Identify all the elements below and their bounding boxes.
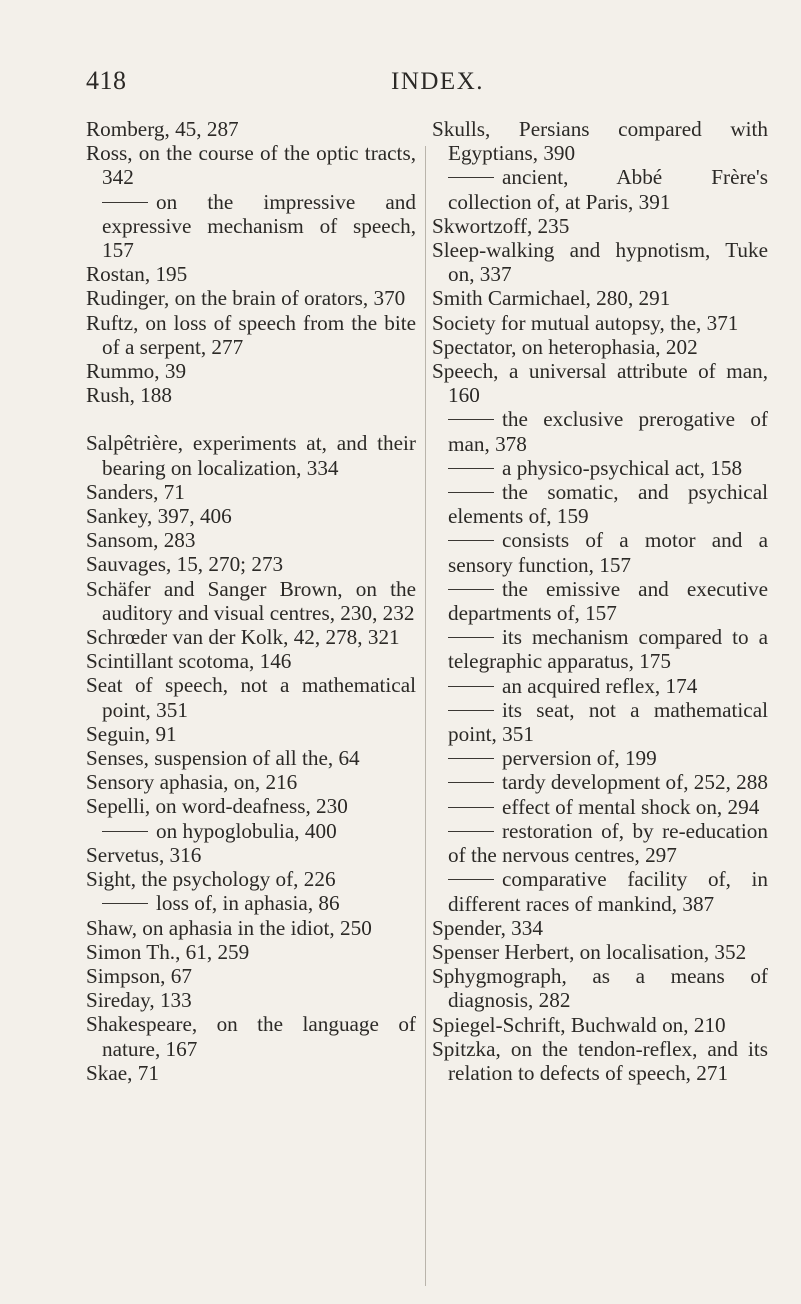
index-entry [86, 383, 416, 407]
entry-text: Romberg, 45, 287 [86, 117, 239, 141]
index-entry [86, 722, 416, 746]
entry-text: perversion of, 199 [502, 746, 657, 771]
index-entry [86, 964, 416, 988]
entry-text: Skulls, Persians compared with Egyptians, 390 [432, 117, 768, 166]
entry-text: Shaw, on aphasia in the idiot, 250 [86, 915, 372, 940]
entry-text: Spiegel-Schrift, Buchwald on, 210 [432, 1012, 726, 1037]
index-entry [86, 141, 416, 189]
entry-text: Sankey, 397, 406 [86, 504, 232, 529]
index-entry [432, 1037, 768, 1085]
index-entry [86, 867, 416, 891]
index-entry [86, 359, 416, 383]
index-entry [86, 988, 416, 1012]
index-entry [86, 1012, 416, 1060]
index-entry [432, 964, 768, 1012]
entry-text: its mechanism compared to a telegraphic apparatus, 175 [448, 625, 768, 674]
index-subentry [432, 165, 768, 213]
entry-text: Rush, 188 [86, 383, 172, 408]
ditto-dash [448, 177, 494, 178]
index-entry [86, 673, 416, 721]
entry-text: ancient, Abbé Frère's collection of, at Paris, 391 [448, 165, 768, 214]
ditto-dash [448, 782, 494, 783]
index-subentry [86, 819, 416, 843]
entry-text: consists of a motor and a sensory function, 157 [448, 528, 768, 577]
index-subentry [432, 577, 768, 625]
entry-text: Sauvages, 15, 270; 273 [86, 552, 284, 577]
entry-text: Simpson, 67 [86, 963, 192, 988]
index-entry [432, 940, 768, 964]
entry-text: Senses, suspension of all the, 64 [86, 746, 360, 771]
entry-text: Schrœder van der Kolk, 42, 278, 321 [86, 625, 400, 650]
entry-text: Schäfer and Sanger Brown, on the auditory and visual centres, 230, 232 [86, 576, 416, 625]
entry-text: loss of, in aphasia, 86 [156, 891, 340, 916]
ditto-dash [448, 879, 494, 880]
index-entry [86, 262, 416, 286]
index-subentry [86, 891, 416, 915]
entry-text: Society for mutual autopsy, the, 371 [432, 310, 739, 335]
entry-text: the emissive and executive departments of, 157 [448, 576, 768, 626]
ditto-dash [448, 540, 494, 541]
index-entry [432, 117, 768, 165]
index-subentry [432, 480, 768, 528]
entry-text: Simon Th., 61, 259 [86, 939, 250, 964]
ditto-dash [448, 758, 494, 759]
entry-text: on hypoglobulia, 400 [156, 818, 337, 843]
index-entry [432, 214, 768, 238]
index-subentry [432, 528, 768, 576]
entry-text: Ross, on the course of the optic tracts, 342 [86, 141, 416, 190]
index-entry [86, 431, 416, 479]
ditto-dash [448, 492, 494, 493]
ditto-dash [448, 686, 494, 687]
index-entry [86, 504, 416, 528]
ditto-dash [102, 903, 148, 904]
index-subentry [432, 770, 768, 794]
index-entry [86, 552, 416, 576]
index-entry [86, 528, 416, 552]
entry-text: a physico-psychical act, 158 [502, 455, 743, 480]
entry-text: Sleep-walking and hypnotism, Tuke on, 337 [432, 238, 768, 287]
index-entry [86, 940, 416, 964]
entry-text: Shakespeare, on the language of nature, 167 [86, 1012, 416, 1061]
entry-text: Skae, 71 [86, 1060, 159, 1085]
ditto-dash [102, 202, 148, 203]
ditto-dash [102, 831, 148, 832]
index-entry [86, 286, 416, 310]
index-column-left [86, 117, 416, 1085]
index-subentry [432, 698, 768, 746]
entry-text: Ruftz, on loss of speech from the bite of a serpent, 277 [86, 310, 416, 359]
entry-text: the somatic, and psychical elements of, 159 [448, 480, 768, 529]
index-subentry [432, 867, 768, 915]
index-entry [86, 649, 416, 673]
index-entry [86, 1061, 416, 1085]
entry-text: Scintillant scotoma, 146 [86, 649, 292, 674]
entry-text: the exclusive prerogative of man, 378 [448, 407, 768, 456]
entry-text: Speech, a universal attribute of man, 160 [432, 359, 768, 408]
index-subentry [432, 819, 768, 867]
index-subentry [432, 674, 768, 698]
entry-text: Sepelli, on word-deafness, 230 [86, 794, 348, 819]
index-subentry [432, 456, 768, 480]
index-subentry [432, 625, 768, 673]
entry-text: Sight, the psychology of, 226 [86, 867, 336, 892]
index-entry [432, 311, 768, 335]
index-entry [86, 794, 416, 818]
ditto-dash [448, 419, 494, 420]
index-entry [86, 577, 416, 625]
entry-text: Seat of speech, not a mathematical point, 351 [86, 673, 416, 722]
ditto-dash [448, 468, 494, 469]
entry-text: Sireday, 133 [86, 988, 192, 1013]
entry-text: Rudinger, on the brain of orators, 370 [86, 286, 406, 311]
index-entry [432, 916, 768, 940]
index-entry [86, 746, 416, 770]
index-entry [432, 359, 768, 407]
index-entry [86, 117, 416, 141]
ditto-dash [448, 807, 494, 808]
index-subentry [86, 190, 416, 263]
ditto-dash [448, 637, 494, 638]
index-subentry [432, 746, 768, 770]
index-entry [86, 770, 416, 794]
entry-text: Seguin, 91 [86, 721, 177, 746]
entry-text: its seat, not a mathematical point, 351 [448, 697, 768, 747]
entry-text: on the impressive and expressive mechanism of speech, 157 [102, 189, 416, 263]
entry-text: Servetus, 316 [86, 842, 202, 867]
entry-text: Sansom, 283 [86, 528, 196, 553]
index-entry [86, 625, 416, 649]
entry-text: Spender, 334 [432, 915, 543, 940]
column-divider [425, 146, 426, 1286]
index-subentry [432, 795, 768, 819]
entry-text: Sensory aphasia, on, 216 [86, 770, 298, 795]
index-entry [432, 238, 768, 286]
entry-text: Spectator, on heterophasia, 202 [432, 334, 698, 359]
entry-text: comparative facility of, in different races of mankind, 387 [448, 867, 768, 916]
index-entry [86, 843, 416, 867]
index-entry [86, 311, 416, 359]
ditto-dash [448, 831, 494, 832]
index-entry [432, 286, 768, 310]
entry-text: Sanders, 71 [86, 479, 185, 504]
page-title: INDEX. [391, 68, 485, 95]
entry-text: Spenser Herbert, on localisation, 352 [432, 939, 747, 964]
entry-text: restoration of, by re-education of the nervous centres, 297 [448, 818, 768, 868]
index-subentry [432, 407, 768, 455]
index-entry [432, 1013, 768, 1037]
entry-text: Rostan, 195 [86, 262, 188, 287]
entry-text: Sphygmograph, as a means of diagnosis, 282 [432, 964, 768, 1013]
ditto-dash [448, 589, 494, 590]
index-entry [86, 480, 416, 504]
index-entry [86, 916, 416, 940]
page-number: 418 [86, 66, 127, 95]
entry-text: tardy development of, 252, 288 [502, 770, 768, 795]
entry-text: Spitzka, on the tendon-reflex, and its relation to defects of speech, 271 [432, 1036, 768, 1085]
entry-text: Smith Carmichael, 280, 291 [432, 286, 671, 311]
entry-text: effect of mental shock on, 294 [502, 794, 760, 819]
index-entry [432, 335, 768, 359]
index-column-right [432, 117, 768, 1085]
entry-text: an acquired reflex, 174 [502, 673, 698, 698]
entry-text: Rummo, 39 [86, 359, 187, 384]
entry-text: Salpêtrière, experiments at, and their bearing on localization, 334 [86, 431, 416, 480]
entry-text: Skwortzoff, 235 [432, 213, 570, 238]
ditto-dash [448, 710, 494, 711]
